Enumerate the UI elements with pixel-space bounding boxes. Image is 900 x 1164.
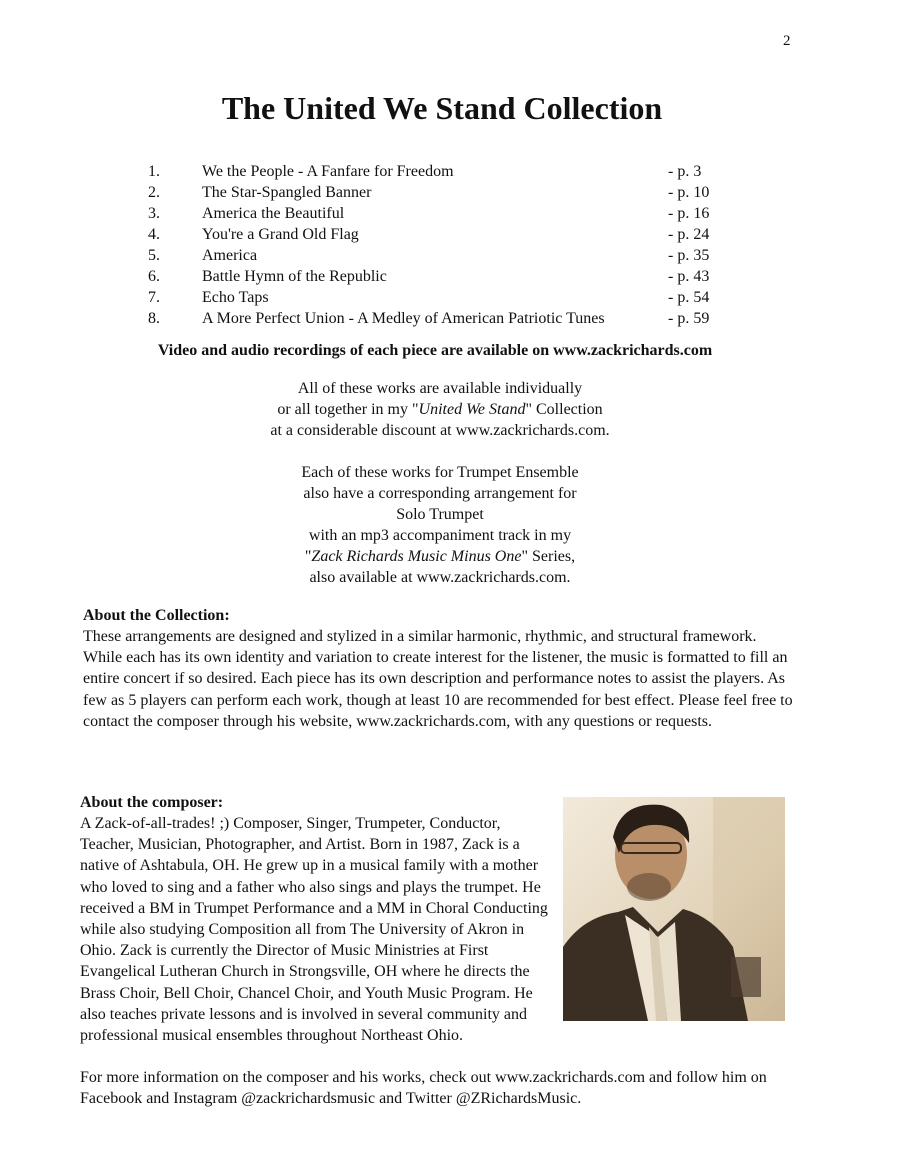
section-body: These arrangements are designed and stylized in a similar harmonic, rhythmic, and structural framework. While each has its own identity and variation to create interest for the listener, the music is formatted to fill an entire concert if so desired. Each piece has its own description and performance notes to assist the players. As few as 5 players can perform each work, though at least 10 are recommended for best effect. Please feel free to contact the composer through his website, www.zackrichards.com, with any questions or requests. <box>83 628 793 730</box>
solo-line: also available at www.zackrichards.com. <box>309 569 571 586</box>
toc-number: 2. <box>148 184 160 201</box>
toc-row <box>148 224 728 245</box>
availability-text: " Collection <box>525 401 603 418</box>
toc-page-ref: - p. 54 <box>668 289 710 306</box>
toc-page-ref: - p. 10 <box>668 184 710 201</box>
section-body: A Zack-of-all-trades! ;) Composer, Singer, Trumpeter, Conductor, Teacher, Musician, Photographer, and Artist. Born in 1987, Zack is a native of Ashtabula, OH. He grew up in a musical family with a mother who loved to sing and a father who also sings and plays the trumpet. He received a BM in Trumpet Performance and a MM in Choral Conducting while also studying Composition all from The University of Akron in Ohio. Zack is currently the Director of Music Ministries at First Evangelical Lutheran Church in Strongsville, OH where he directs the Brass Choir, Bell Choir, Chancel Choir, and Youth Music Program. He also teaches private lessons and is involved in several community and professional musical ensembles throughout Northeast Ohio. <box>80 815 548 1045</box>
section-heading: About the Collection: <box>83 607 230 624</box>
section-heading: About the composer: <box>80 794 224 811</box>
solo-line: Each of these works for Trumpet Ensemble <box>301 464 579 481</box>
page-number: 2 <box>783 33 791 49</box>
availability-line: at a considerable discount at www.zackrichards.com. <box>270 422 610 439</box>
toc-row <box>148 161 728 182</box>
toc-number: 4. <box>148 226 160 243</box>
toc-title: A More Perfect Union - A Medley of American Patriotic Tunes <box>202 310 605 327</box>
toc-number: 8. <box>148 310 160 327</box>
recordings-note: Video and audio recordings of each piece are available on www.zackrichards.com <box>157 342 713 359</box>
toc-page-ref: - p. 3 <box>668 163 702 180</box>
series-name: Zack Richards Music Minus One <box>311 548 522 565</box>
collection-name: United We Stand <box>418 401 526 418</box>
toc-title: America <box>202 247 258 264</box>
toc-number: 1. <box>148 163 160 180</box>
toc-number: 3. <box>148 205 160 222</box>
toc-page-ref: - p. 43 <box>668 268 710 285</box>
toc-page-ref: - p. 35 <box>668 247 710 264</box>
availability-block <box>0 378 880 441</box>
solo-line <box>0 546 880 567</box>
composer-portrait-image <box>563 797 785 1021</box>
about-collection-section <box>83 605 793 732</box>
about-composer-section <box>80 792 556 1046</box>
toc-row <box>148 203 728 224</box>
solo-line: with an mp3 accompaniment track in my <box>308 527 572 544</box>
solo-line: Solo Trumpet <box>396 506 484 523</box>
solo-arrangement-block <box>0 462 880 588</box>
toc-page-ref: - p. 24 <box>668 226 710 243</box>
table-of-contents <box>148 161 728 329</box>
toc-row <box>148 287 728 308</box>
toc-page-ref: - p. 59 <box>668 310 710 327</box>
toc-number: 6. <box>148 268 160 285</box>
toc-row <box>148 182 728 203</box>
composer-photo <box>563 797 785 1021</box>
availability-line <box>0 399 880 420</box>
solo-line: also have a corresponding arrangement for <box>303 485 577 502</box>
toc-title: Echo Taps <box>202 289 269 306</box>
solo-text: " Series, <box>521 548 576 565</box>
solo-text: " <box>304 548 312 565</box>
availability-text: or all together in my " <box>277 401 419 418</box>
toc-number: 5. <box>148 247 160 264</box>
toc-title: You're a Grand Old Flag <box>202 226 359 243</box>
availability-line: All of these works are available individually <box>297 380 583 397</box>
toc-number: 7. <box>148 289 160 306</box>
toc-row <box>148 245 728 266</box>
toc-page-ref: - p. 16 <box>668 205 710 222</box>
toc-row <box>148 266 728 287</box>
toc-title: We the People - A Fanfare for Freedom <box>202 163 454 180</box>
toc-row <box>148 308 728 329</box>
toc-title: Battle Hymn of the Republic <box>202 268 387 285</box>
page-title: The United We Stand Collection <box>221 90 663 126</box>
toc-title: The Star-Spangled Banner <box>202 184 372 201</box>
toc-title: America the Beautiful <box>202 205 345 222</box>
composer-contact-text: For more information on the composer and his works, check out www.zackrichards.com and follow him on Facebook and Instagram @zackrichardsmusic and Twitter @ZRichardsMusic. <box>80 1069 767 1108</box>
